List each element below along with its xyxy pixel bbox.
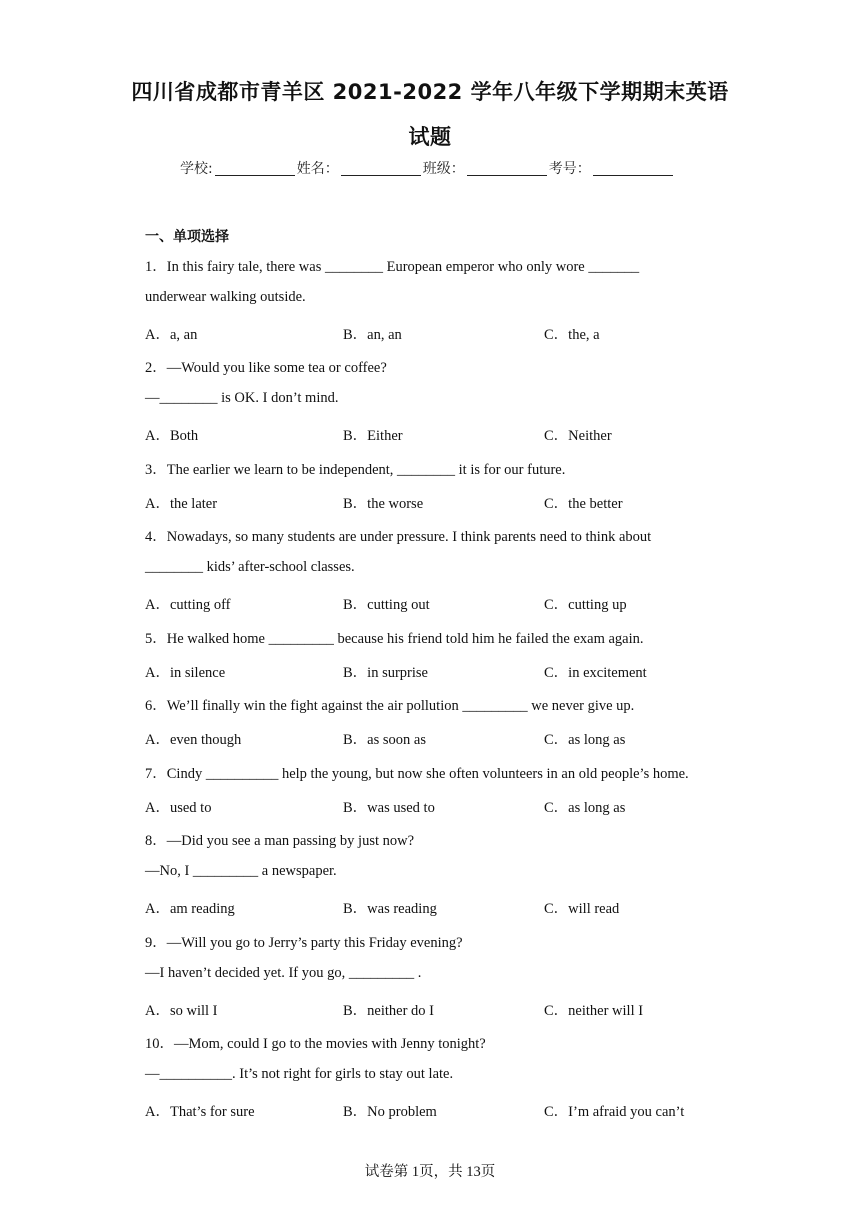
question-8-option-b: B．was reading	[343, 901, 437, 917]
question-6-line-1: 6．We’ll finally win the fight against the air pollution _________ we never give up.	[145, 698, 635, 714]
question-10-option-b: B．No problem	[343, 1104, 437, 1120]
question-4-line-1: 4．Nowadays, so many students are under pressure. I think parents need to think about	[145, 529, 652, 545]
page-footer: 试卷第 1页，共 13页	[364, 1164, 496, 1180]
question-6-option-a: A．even though	[145, 732, 242, 748]
section-title: 一、单项选择	[145, 229, 229, 245]
student-info-row	[180, 158, 675, 178]
question-9-option-a: A．so will I	[145, 1003, 218, 1019]
question-6-option-c: C．as long as	[544, 732, 626, 748]
question-10-line-1: 10．—Mom, could I go to the movies with Jenny tonight?	[145, 1036, 486, 1052]
question-8-option-a: A．am reading	[145, 901, 235, 917]
name-blank	[341, 161, 421, 176]
page-title-continued: 试题	[408, 125, 452, 149]
question-5-option-a: A．in silence	[145, 665, 226, 681]
question-2-line-1: 2．—Would you like some tea or coffee?	[145, 360, 387, 376]
school-label: 学校:	[180, 161, 213, 177]
question-1-line-1: 1．In this fairy tale, there was ________ European emperor who only wore _______	[145, 259, 640, 275]
exam-no-blank	[593, 161, 673, 176]
question-10-line-2: —__________. It’s not right for girls to stay out late.	[145, 1066, 454, 1082]
question-1-option-b: B．an, an	[343, 327, 402, 343]
exam-no-label: 考号：	[548, 161, 591, 177]
question-4-option-b: B．cutting out	[343, 597, 430, 613]
question-10-option-c: C．I’m afraid you can’t	[544, 1104, 685, 1120]
question-7-option-a: A．used to	[145, 800, 212, 816]
question-8-line-1: 8．—Did you see a man passing by just now?	[145, 833, 415, 849]
question-5-line-1: 5．He walked home _________ because his friend told him he failed the exam again.	[145, 631, 644, 647]
question-9-option-b: B．neither do I	[343, 1003, 435, 1019]
question-6-option-b: B．as soon as	[343, 732, 426, 748]
question-3-option-a: A．the later	[145, 496, 218, 512]
question-1-option-c: C．the, a	[544, 327, 600, 343]
question-10-option-a: A．That’s for sure	[145, 1104, 255, 1120]
question-3-line-1: 3．The earlier we learn to be independent, ________ it is for our future.	[145, 462, 566, 478]
question-8-option-c: C．will read	[544, 901, 620, 917]
question-2-option-c: C．Neither	[544, 428, 612, 444]
page-title: 四川省成都市青羊区 2021-2022 学年八年级下学期期末英语	[131, 80, 729, 104]
question-9-line-1: 9．—Will you go to Jerry’s party this Friday evening?	[145, 935, 463, 951]
question-4-option-c: C．cutting up	[544, 597, 627, 613]
class-label: 班级：	[422, 161, 465, 177]
question-7-option-b: B．was used to	[343, 800, 435, 816]
question-8-line-2: —No, I _________ a newspaper.	[145, 863, 337, 879]
question-4-option-a: A．cutting off	[145, 597, 231, 613]
question-1-line-2: underwear walking outside.	[145, 289, 306, 305]
question-5-option-b: B．in surprise	[343, 665, 428, 681]
question-4-line-2: ________ kids’ after-school classes.	[145, 559, 355, 575]
school-blank	[215, 161, 295, 176]
name-label: 姓名：	[296, 161, 339, 177]
question-5-option-c: C．in excitement	[544, 665, 647, 681]
question-2-option-b: B．Either	[343, 428, 403, 444]
class-blank	[467, 161, 547, 176]
question-3-option-c: C．the better	[544, 496, 623, 512]
question-2-line-2: —________ is OK. I don’t mind.	[145, 390, 339, 406]
question-3-option-b: B．the worse	[343, 496, 424, 512]
question-9-option-c: C．neither will I	[544, 1003, 644, 1019]
question-7-option-c: C．as long as	[544, 800, 626, 816]
question-7-line-1: 7．Cindy __________ help the young, but now she often volunteers in an old people’s home.	[145, 766, 689, 782]
question-1-option-a: A．a, an	[145, 327, 198, 343]
question-9-line-2: —I haven’t decided yet. If you go, _________ .	[145, 965, 422, 981]
question-2-option-a: A．Both	[145, 428, 199, 444]
